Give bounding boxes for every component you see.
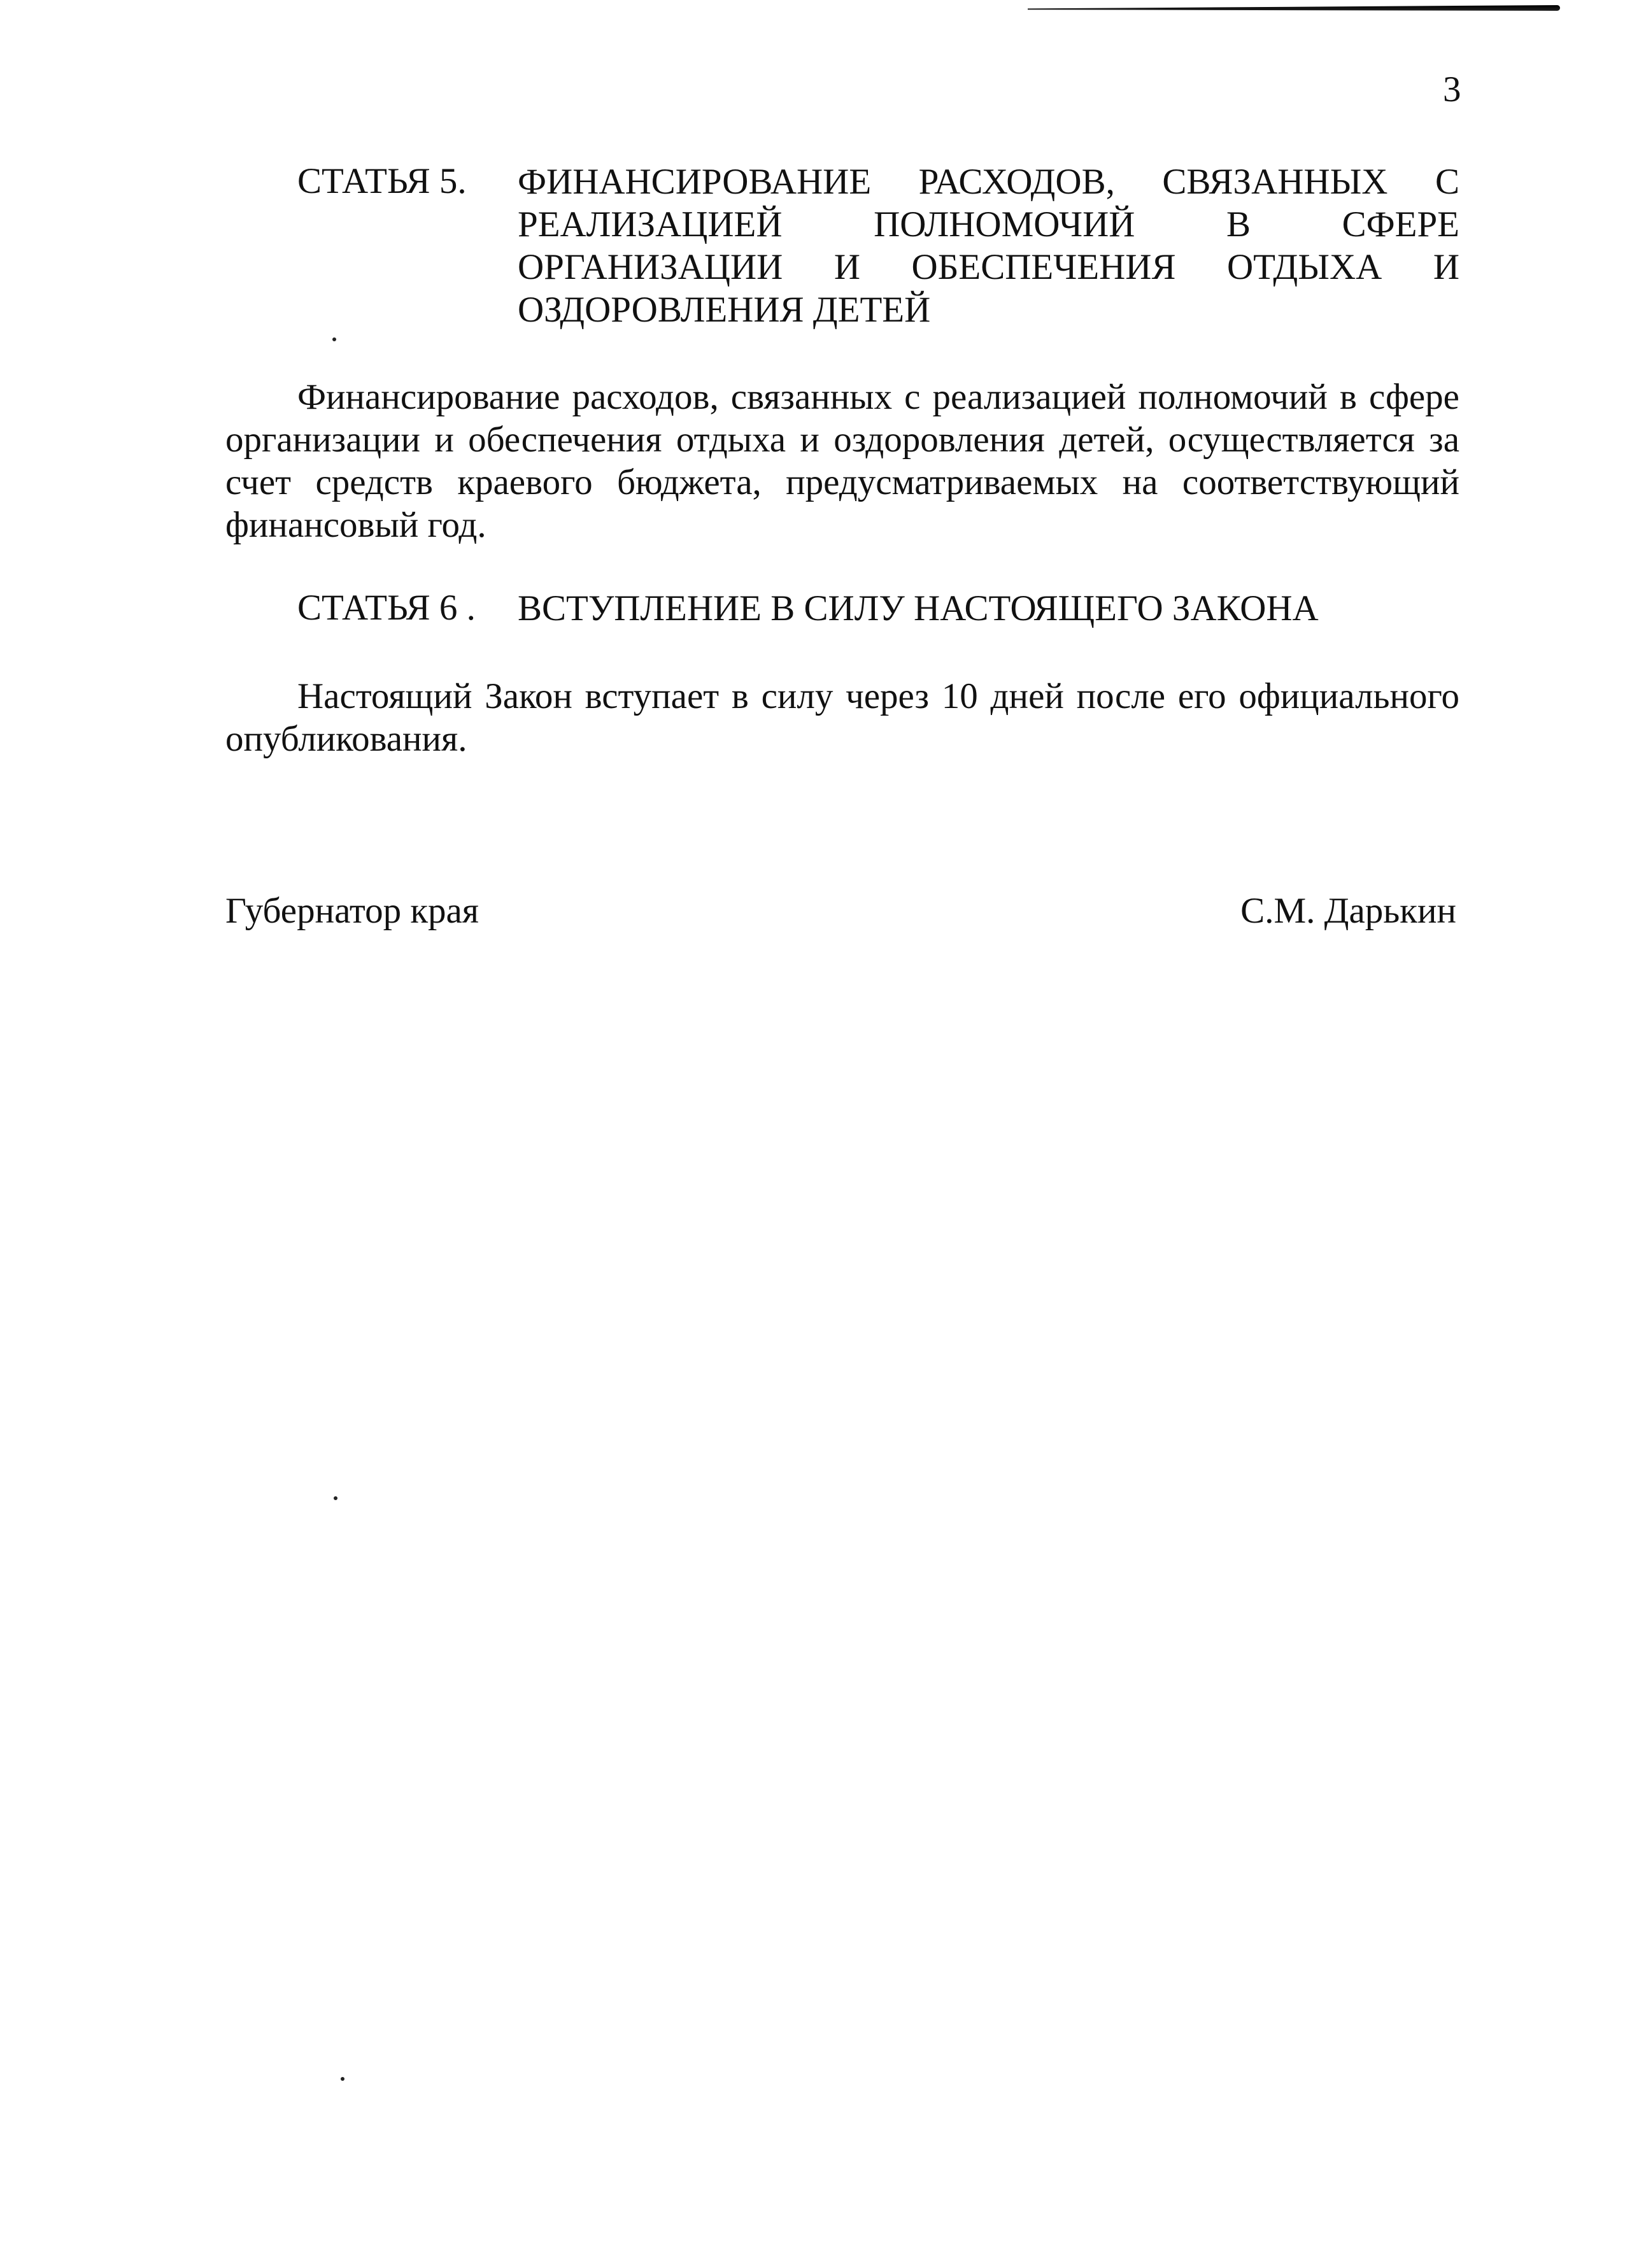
article-5-heading	[297, 160, 1459, 331]
article-6-heading	[297, 587, 1459, 630]
scan-speck	[334, 1496, 337, 1500]
article-6-title: ВСТУПЛЕНИЕ В СИЛУ НАСТОЯЩЕГО ЗАКОНА	[518, 588, 1319, 628]
article-5-title: ФИНАНСИРОВАНИЕ РАСХОДОВ, СВЯЗАННЫХ С РЕАЛИЗАЦИЕЙ ПОЛНОМОЧИЙ В СФЕРЕ ОРГАНИЗАЦИИ И ОБЕСПЕЧЕНИЯ ОТДЫХА И ОЗДОРОВЛЕНИЯ ДЕТЕЙ	[518, 162, 1459, 330]
signatory-name: С.М. Дарькин	[1240, 891, 1456, 931]
scan-speck	[332, 337, 336, 341]
top-rule	[1028, 5, 1560, 11]
scan-speck	[341, 2077, 344, 2081]
page-number: 3	[1443, 69, 1461, 110]
article-6-text: Настоящий Закон вступает в силу через 10 дней после его официального опубликования.	[225, 676, 1459, 759]
article-6-label: СТАТЬЯ 6 .	[297, 588, 476, 628]
article-5-text: Финансирование расходов, связанных с реализацией полномочий в сфере организации и обеспечения отдыха и оздоровления детей, осуществляется за счет средств краевого бюджета, предусматриваемых на соответствующий финансовый год.	[225, 377, 1459, 545]
signatory-position: Губернатор края	[225, 891, 479, 931]
article-5-label: СТАТЬЯ 5.	[297, 161, 467, 201]
